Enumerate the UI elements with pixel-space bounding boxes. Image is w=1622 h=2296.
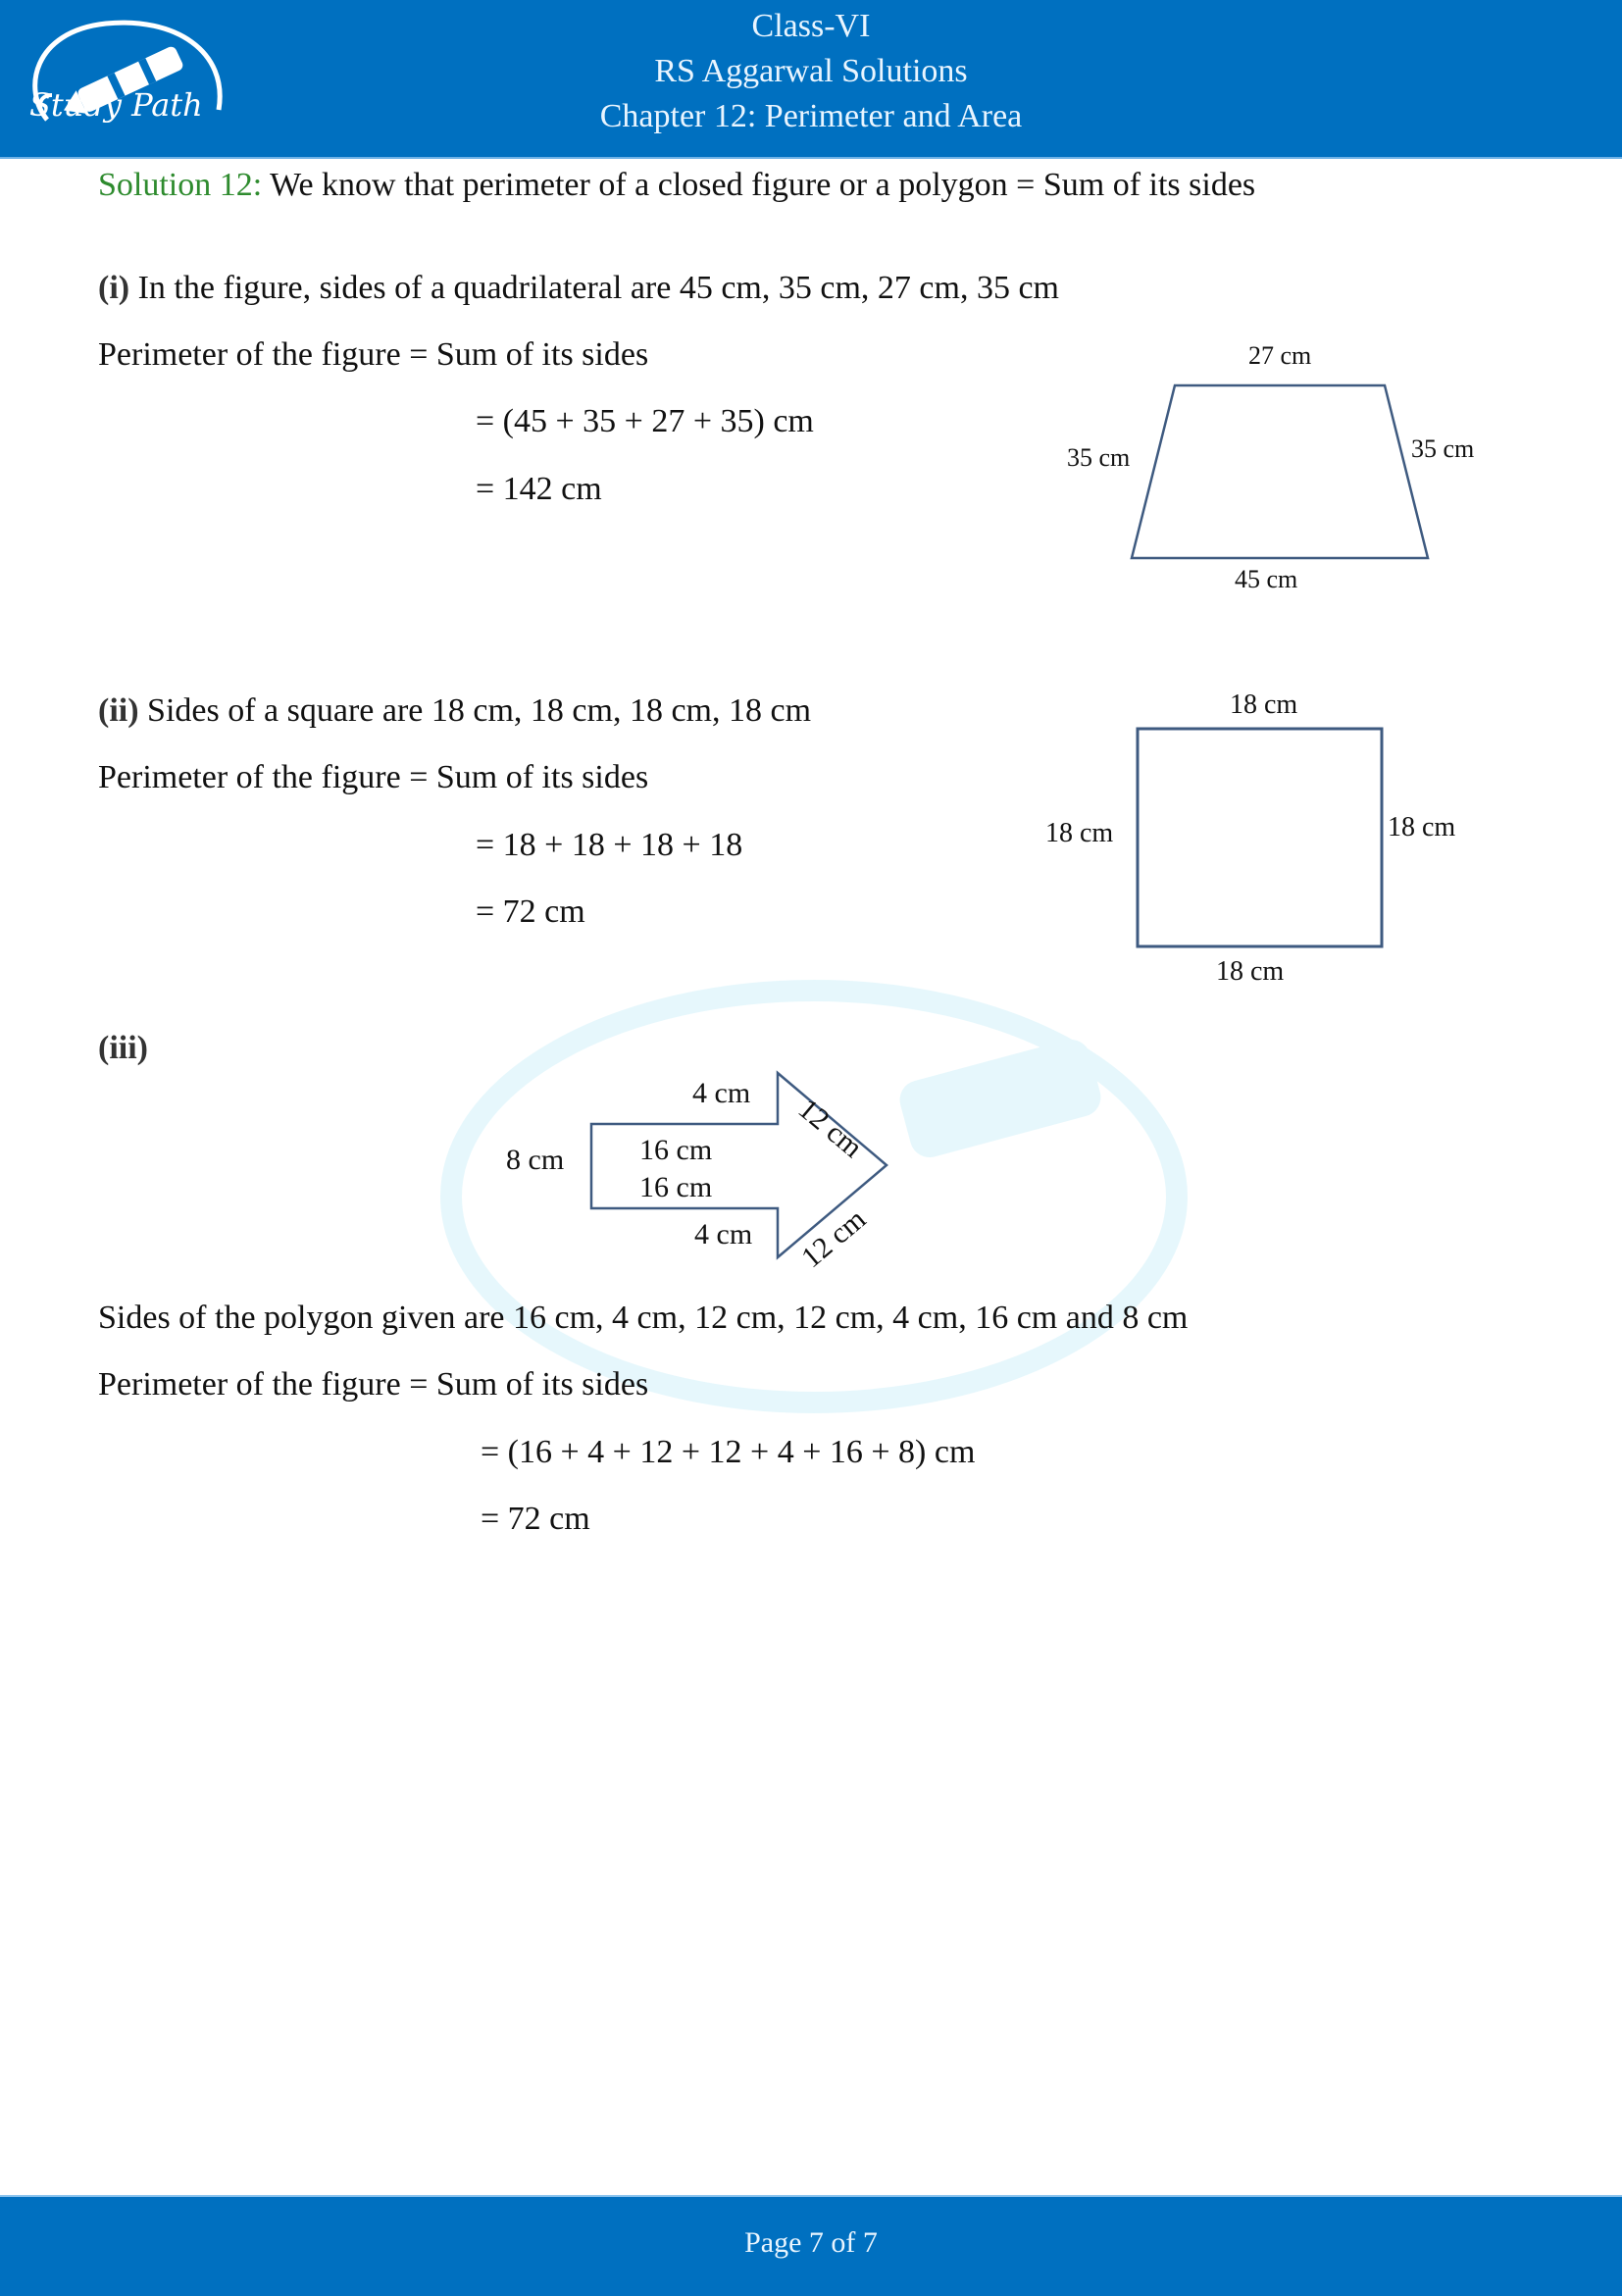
trapezium-left-label: 35 cm bbox=[1067, 443, 1131, 472]
part2-statement bbox=[98, 692, 811, 730]
square-top-label: 18 cm bbox=[1230, 689, 1298, 720]
part2-line2: = 18 + 18 + 18 + 18 bbox=[476, 827, 743, 863]
trapezium-bottom-label: 45 cm bbox=[1235, 565, 1298, 593]
part3-line2: = (16 + 4 + 12 + 12 + 4 + 16 + 8) cm bbox=[481, 1434, 976, 1470]
page-footer bbox=[0, 2195, 1622, 2296]
square-left-label: 18 cm bbox=[1045, 818, 1114, 848]
part1-line1: Perimeter of the figure = Sum of its sides bbox=[98, 336, 649, 373]
part2-label: (ii) bbox=[98, 692, 139, 729]
logo-text: Study Path bbox=[29, 86, 203, 124]
part3-line3: = 72 cm bbox=[481, 1501, 590, 1537]
part3-statement: Sides of the polygon given are 16 cm, 4 cm, 12 cm, 12 cm, 4 cm, 16 cm and 8 cm bbox=[98, 1300, 1189, 1336]
part1-statement bbox=[98, 270, 1059, 307]
class-title: Class-VI bbox=[751, 8, 871, 44]
square-right-label: 18 cm bbox=[1388, 812, 1456, 842]
square-bottom-label: 18 cm bbox=[1216, 956, 1285, 987]
part2-statement-text: Sides of a square are 18 cm, 18 cm, 18 cm, 18 cm bbox=[147, 692, 812, 729]
part3-line1: Perimeter of the figure = Sum of its sides bbox=[98, 1366, 649, 1403]
page-header bbox=[0, 0, 1622, 159]
arrow-bottom-diagonal-label: 12 cm bbox=[795, 1202, 873, 1275]
part1-statement-text: In the figure, sides of a quadrilateral are 45 cm, 35 cm, 27 cm, 35 cm bbox=[137, 270, 1059, 306]
part2-line3: = 72 cm bbox=[476, 893, 585, 930]
solution-intro bbox=[98, 167, 1255, 204]
chapter-title: Chapter 12: Perimeter and Area bbox=[599, 98, 1023, 134]
trapezium-right-label: 35 cm bbox=[1411, 434, 1475, 463]
part3-label bbox=[98, 1030, 148, 1067]
arrow-top-diagonal-label: 12 cm bbox=[791, 1092, 869, 1164]
part1-line2: = (45 + 35 + 27 + 35) cm bbox=[476, 403, 814, 439]
trapezium-top-label: 27 cm bbox=[1248, 341, 1312, 370]
solution-intro-text: We know that perimeter of a closed figure or a polygon = Sum of its sides bbox=[270, 167, 1256, 203]
book-title: RS Aggarwal Solutions bbox=[654, 53, 968, 89]
solution-label: Solution 12: bbox=[98, 167, 263, 203]
page-number: Page 7 of 7 bbox=[744, 2226, 878, 2259]
arrow-top-inner-label: 16 cm bbox=[639, 1134, 713, 1166]
arrow-top-step-label: 4 cm bbox=[692, 1077, 751, 1109]
arrow-bottom-inner-label: 16 cm bbox=[639, 1171, 713, 1203]
part1-label: (i) bbox=[98, 270, 130, 306]
part3-label-text: (iii) bbox=[98, 1030, 148, 1066]
part1-line3: = 142 cm bbox=[476, 471, 602, 507]
arrow-left-label: 8 cm bbox=[506, 1144, 565, 1176]
part2-line1: Perimeter of the figure = Sum of its sides bbox=[98, 759, 649, 795]
arrow-bottom-step-label: 4 cm bbox=[694, 1218, 753, 1250]
